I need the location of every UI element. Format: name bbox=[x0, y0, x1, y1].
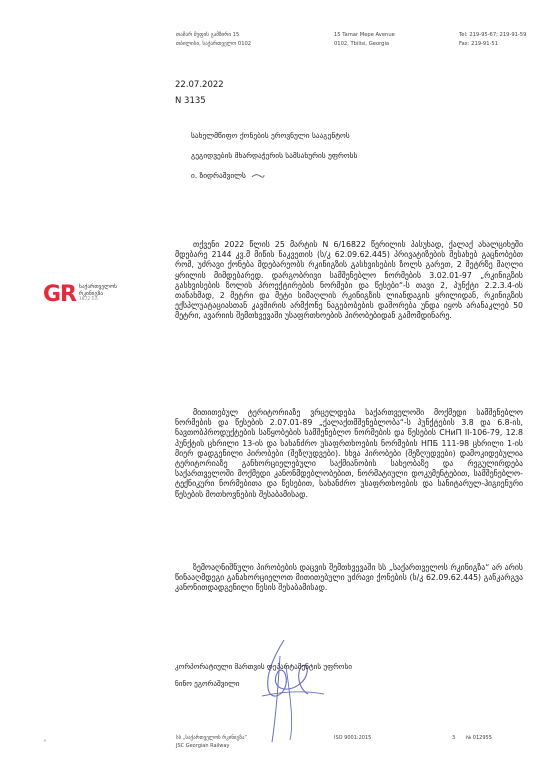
signatory-title: კორპორატიული მართვის დეპარტამენტის უფროსი bbox=[175, 662, 352, 671]
georgian-railway-logo bbox=[43, 280, 163, 310]
addressee-name bbox=[191, 171, 265, 180]
header-address-line: თამარ მეფის გამზირი 15 bbox=[176, 32, 240, 38]
header-address-line: თბილისი, საქართველო 0102 bbox=[176, 40, 252, 47]
addressee-line: სახელმწიფო ქონების ეროვნული სააგენტოს bbox=[191, 131, 350, 140]
header-phone: Tel: 219-95-67; 219-91-59 bbox=[459, 32, 527, 38]
logo-mark: GR bbox=[43, 282, 76, 307]
footer-iso-certification: ISO 9001:2015 bbox=[334, 735, 372, 741]
handwritten-signature bbox=[250, 636, 340, 746]
addressee-name-text: ი. ზიდრაშვილს bbox=[191, 171, 246, 180]
footer-company-georgian: სს „საქართველოს რკინიგზა“ bbox=[176, 735, 248, 741]
logo-year: 1872 წ.ბ. bbox=[79, 297, 99, 302]
body-paragraph: თქვენი 2022 წლის 25 მარტის N 6/16822 წერილის პასუხად, ქალაქ ახალციხეში მდებარე 2144 კვ.მ მიწის ნაკვეთის (ს/კ 62.09.62.445) პრივატიზების შესახებ გაცნობებთ რომ, უძრავი ქონება მდებარეობს რკინიგზის გასხვისების ზოლს გარეთ, 2 მეტრზე მაღლი ყრილის მიმდებარედ. დარგობრივი სამშენებლო ნორმების 3.02.01-97 „რკინიგზის გასხვისების ზოლის პროექტირების ნორმები და წესები“-ს თავი 2, პუნქტი 2.2.3.4-ის თანახმად, 2 მეტრი და მეტი სიმაღლის რკინიგზის ლიანდაგის ყრილიდან, რკინიგზის ექსპლუატაციასთან კავშირის არმქონე ნაგებობების დაშორება უნდა იყოს არანაკლებ 50 მეტრი, ავარიის შემთხვევაში უსაფრთხოების პირობებიდან გამომდინარე. bbox=[175, 240, 523, 321]
footer-mark: ᵞ bbox=[44, 739, 46, 745]
logo-line: რკინიგზა bbox=[79, 290, 104, 297]
logo-line: საქართველოს bbox=[79, 284, 117, 290]
logo-text bbox=[79, 284, 117, 304]
letter-number: N 3135 bbox=[175, 96, 206, 106]
body-paragraph: ზემოაღნიშნული პირობების დაცვის შემთხვევაში სს „საქართველოს რკინიგზა“ არ არის წინააღმდეგი განახორციელოთ მითითებული უძრავი ქონების (ს/კ 62.09.62.445) განკარგვა კანონითდადგენილი წესის შესაბამისად. bbox=[175, 563, 523, 593]
addressee-line: გეგიდვების მხარდაჭერის სამსახურის უფროსს bbox=[191, 151, 358, 160]
header-address-line: 15 Tamar Mepe Avenue bbox=[334, 32, 395, 38]
addressee-scribble-icon bbox=[251, 173, 265, 179]
header-fax: Fax: 219-91-51 bbox=[459, 40, 498, 47]
header-address-georgian bbox=[176, 31, 251, 48]
letter-date: 22.07.2022 bbox=[175, 80, 224, 90]
signatory-name: ნინო ეგორაშვილი bbox=[175, 679, 240, 688]
header-address-english bbox=[334, 31, 395, 48]
footer-company bbox=[176, 734, 247, 750]
header-address-line: 0102, Tbilisi, Georgia bbox=[334, 40, 390, 47]
footer-serial-number: № 012955 bbox=[466, 735, 492, 741]
body-paragraph: მითითებულ ტერიტორიაზე ვრცელდება საქართველოში მოქმედი სამშენებლო ნორმების და წესების 2.07.01-89 „ქალაქთმშენებლობა“-ს პუნქტების 3.8 და 6.8-ის, ნავთობპროდუქტების საწყობების სამშენებლო ნორმების და წესების СНиП II-106-79, 12.8 პუნქტის ცხრილი 13-ის და სახანძრო უსაფრთხოების ნორმების НПБ 111-98 ცხრილი 1-ის მიერ დადგენილი პირობები (შეზღუდვები). სხვა პირობები (შეზღუდვები) დამოკიდებულია ტერიტორიაზე განხორციელებული საქმიანობის სახეობაზე და რეგულირდება საქართველოში მოქმედი კანონმდებლობებით, ნორმატიული დოკუმენტებით, სამშენებლო-ტექნიკური ნორმებითა და წესებით, სახანძრო უსაფრთხოების და სანიტარულ-ჰიგიენური წესების მოთხოვნების შესაბამისად. bbox=[175, 408, 523, 499]
header-contacts bbox=[459, 31, 526, 48]
footer-page-mark: 3 bbox=[452, 735, 456, 741]
footer-company-english: JSC Georgian Railway bbox=[176, 743, 230, 749]
